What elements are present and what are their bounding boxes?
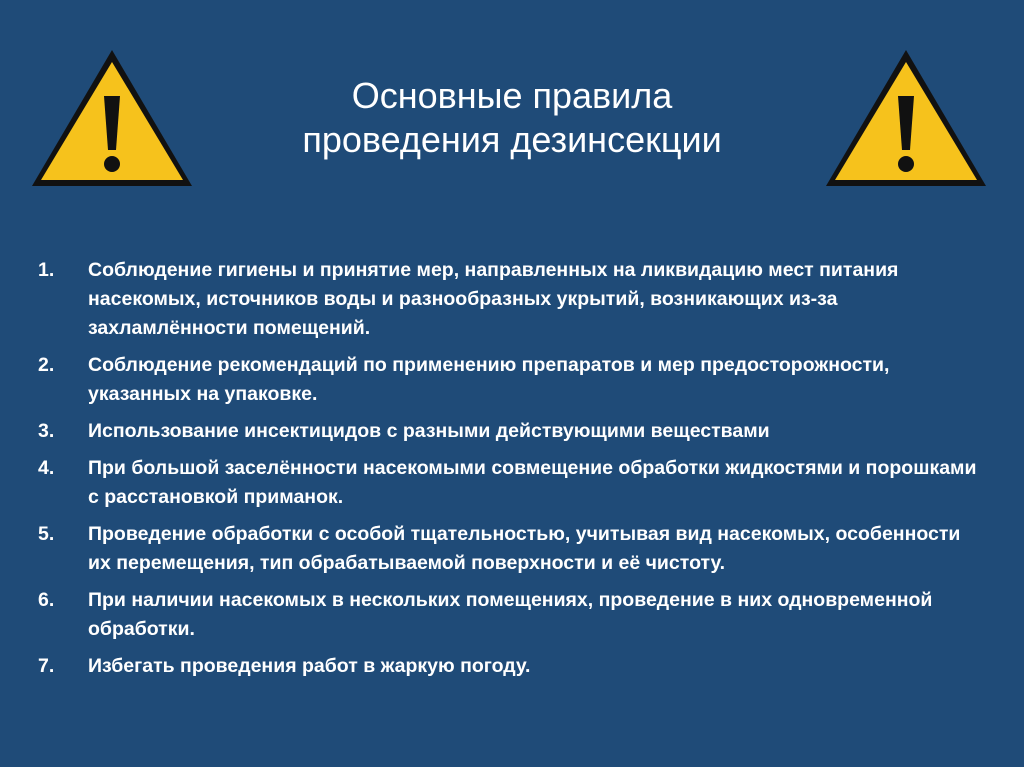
rules-list	[38, 256, 988, 689]
list-item-number: 3.	[38, 420, 55, 442]
list-item-number: 4.	[38, 457, 55, 479]
list-item-number: 1.	[38, 259, 55, 281]
list-item-text: Соблюдение рекомендаций по применению препаратов и мер предосторожности, указанных на упаковке.	[88, 354, 890, 405]
list-item-number: 7.	[38, 655, 55, 677]
list-item-number: 5.	[38, 523, 55, 545]
list-item-text: Соблюдение гигиены и принятие мер, направленных на ликвидацию мест питания насекомых, источников воды и разнообразных укрытий, возникающих из-за захламлённости помещений.	[88, 259, 899, 339]
list-item-number: 2.	[38, 354, 55, 376]
title-line-2: проведения дезинсекции	[302, 119, 722, 160]
page-title	[200, 74, 824, 162]
warning-triangle-icon	[820, 44, 992, 192]
title-line-1: Основные правила	[351, 75, 673, 116]
list-item	[38, 652, 988, 681]
list-item	[38, 586, 988, 644]
list-item	[38, 417, 988, 446]
list-item-number: 6.	[38, 589, 55, 611]
list-item-text: Избегать проведения работ в жаркую погоду.	[88, 655, 531, 677]
list-item	[38, 454, 988, 512]
list-item-text: При большой заселённости насекомыми совмещение обработки жидкостями и порошками с расстановкой приманок.	[88, 457, 977, 508]
list-item	[38, 351, 988, 409]
list-item-text: При наличии насекомых в нескольких помещениях, проведение в них одновременной обработки.	[88, 589, 933, 640]
list-item	[38, 256, 988, 343]
list-item	[38, 520, 988, 578]
warning-triangle-icon	[26, 44, 198, 192]
list-item-text: Использование инсектицидов с разными действующими веществами	[88, 420, 770, 442]
list-item-text: Проведение обработки с особой тщательностью, учитывая вид насекомых, особенности их перемещения, тип обрабатываемой поверхности и её чистоту.	[88, 523, 961, 574]
